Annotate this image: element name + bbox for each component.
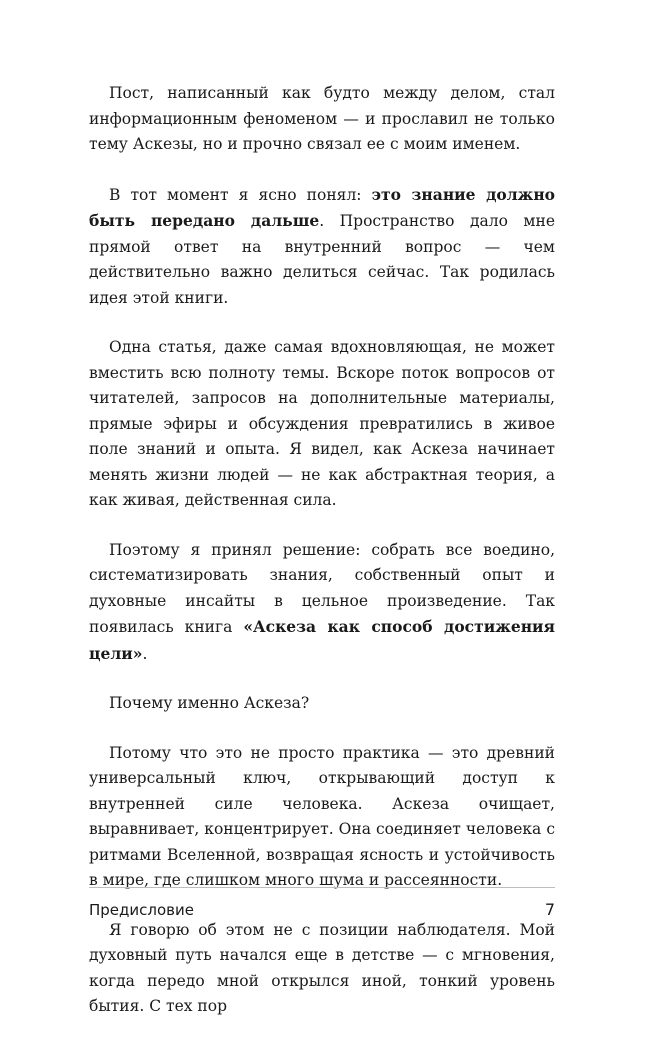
bold-text-run: это знание должно быть передано дальше (89, 184, 555, 230)
text-run: Почему именно Аскеза? (109, 694, 310, 712)
page-number: 7 (544, 900, 555, 919)
page-footer (89, 900, 555, 919)
footer-divider (89, 887, 555, 888)
paragraph (89, 182, 555, 312)
running-section-title: Предисловие (89, 901, 194, 919)
text-run: Я говорю об этом не с позиции наблюдателя. Мой духовный путь начался еще в детстве — с мгновения, когда передо мной открылся иной, тонкий уровень бытия. С тех пор (89, 920, 555, 1015)
paragraph (89, 918, 555, 1020)
paragraph (89, 691, 555, 717)
bold-text-run: «Аскеза как способ достижения цели» (89, 617, 556, 663)
text-run: Пост, написанный как будто между делом, стал информационным феноменом — и прославил не только тему Аскезы, но и прочно связал ее с моим именем. (89, 84, 555, 153)
text-run: Потому что это не просто практика — это древний универсальный ключ, открывающий доступ к внутренней силе человека. Аскеза очищает, выравнивает, концентрирует. Она соединяет человека с ритмами Вселенной, возвращая ясность и устойчивость в мире, где слишком много шума и рассеянности. (89, 743, 555, 889)
paragraph (89, 335, 555, 514)
text-run: В тот момент я ясно понял: (109, 185, 372, 204)
text-run: . Пространство дало мне прямой ответ на внутренний вопрос — чем действительно важно делиться сейчас. Так родилась идея этой книги. (89, 212, 555, 307)
text-run: Одна статья, даже самая вдохновляющая, не может вместить всю полноту темы. Вскоре поток вопросов от читателей, запросов на дополнительные материалы, прямые эфиры и обсуждения превратились в живое поле знаний и опыта. Я видел, как Аскеза начинает менять жизни людей — не как абстрактная теория, а как живая, действенная сила. (89, 338, 555, 509)
paragraph (89, 741, 555, 894)
paragraph (89, 81, 555, 158)
text-run: . (142, 644, 148, 663)
paragraph (89, 538, 555, 668)
text-run: Поэтому я принял решение: собрать все воедино, систематизировать знания, собственный опыт и духовные инсайты в цельное произведение. Так появилась книга (89, 540, 555, 636)
